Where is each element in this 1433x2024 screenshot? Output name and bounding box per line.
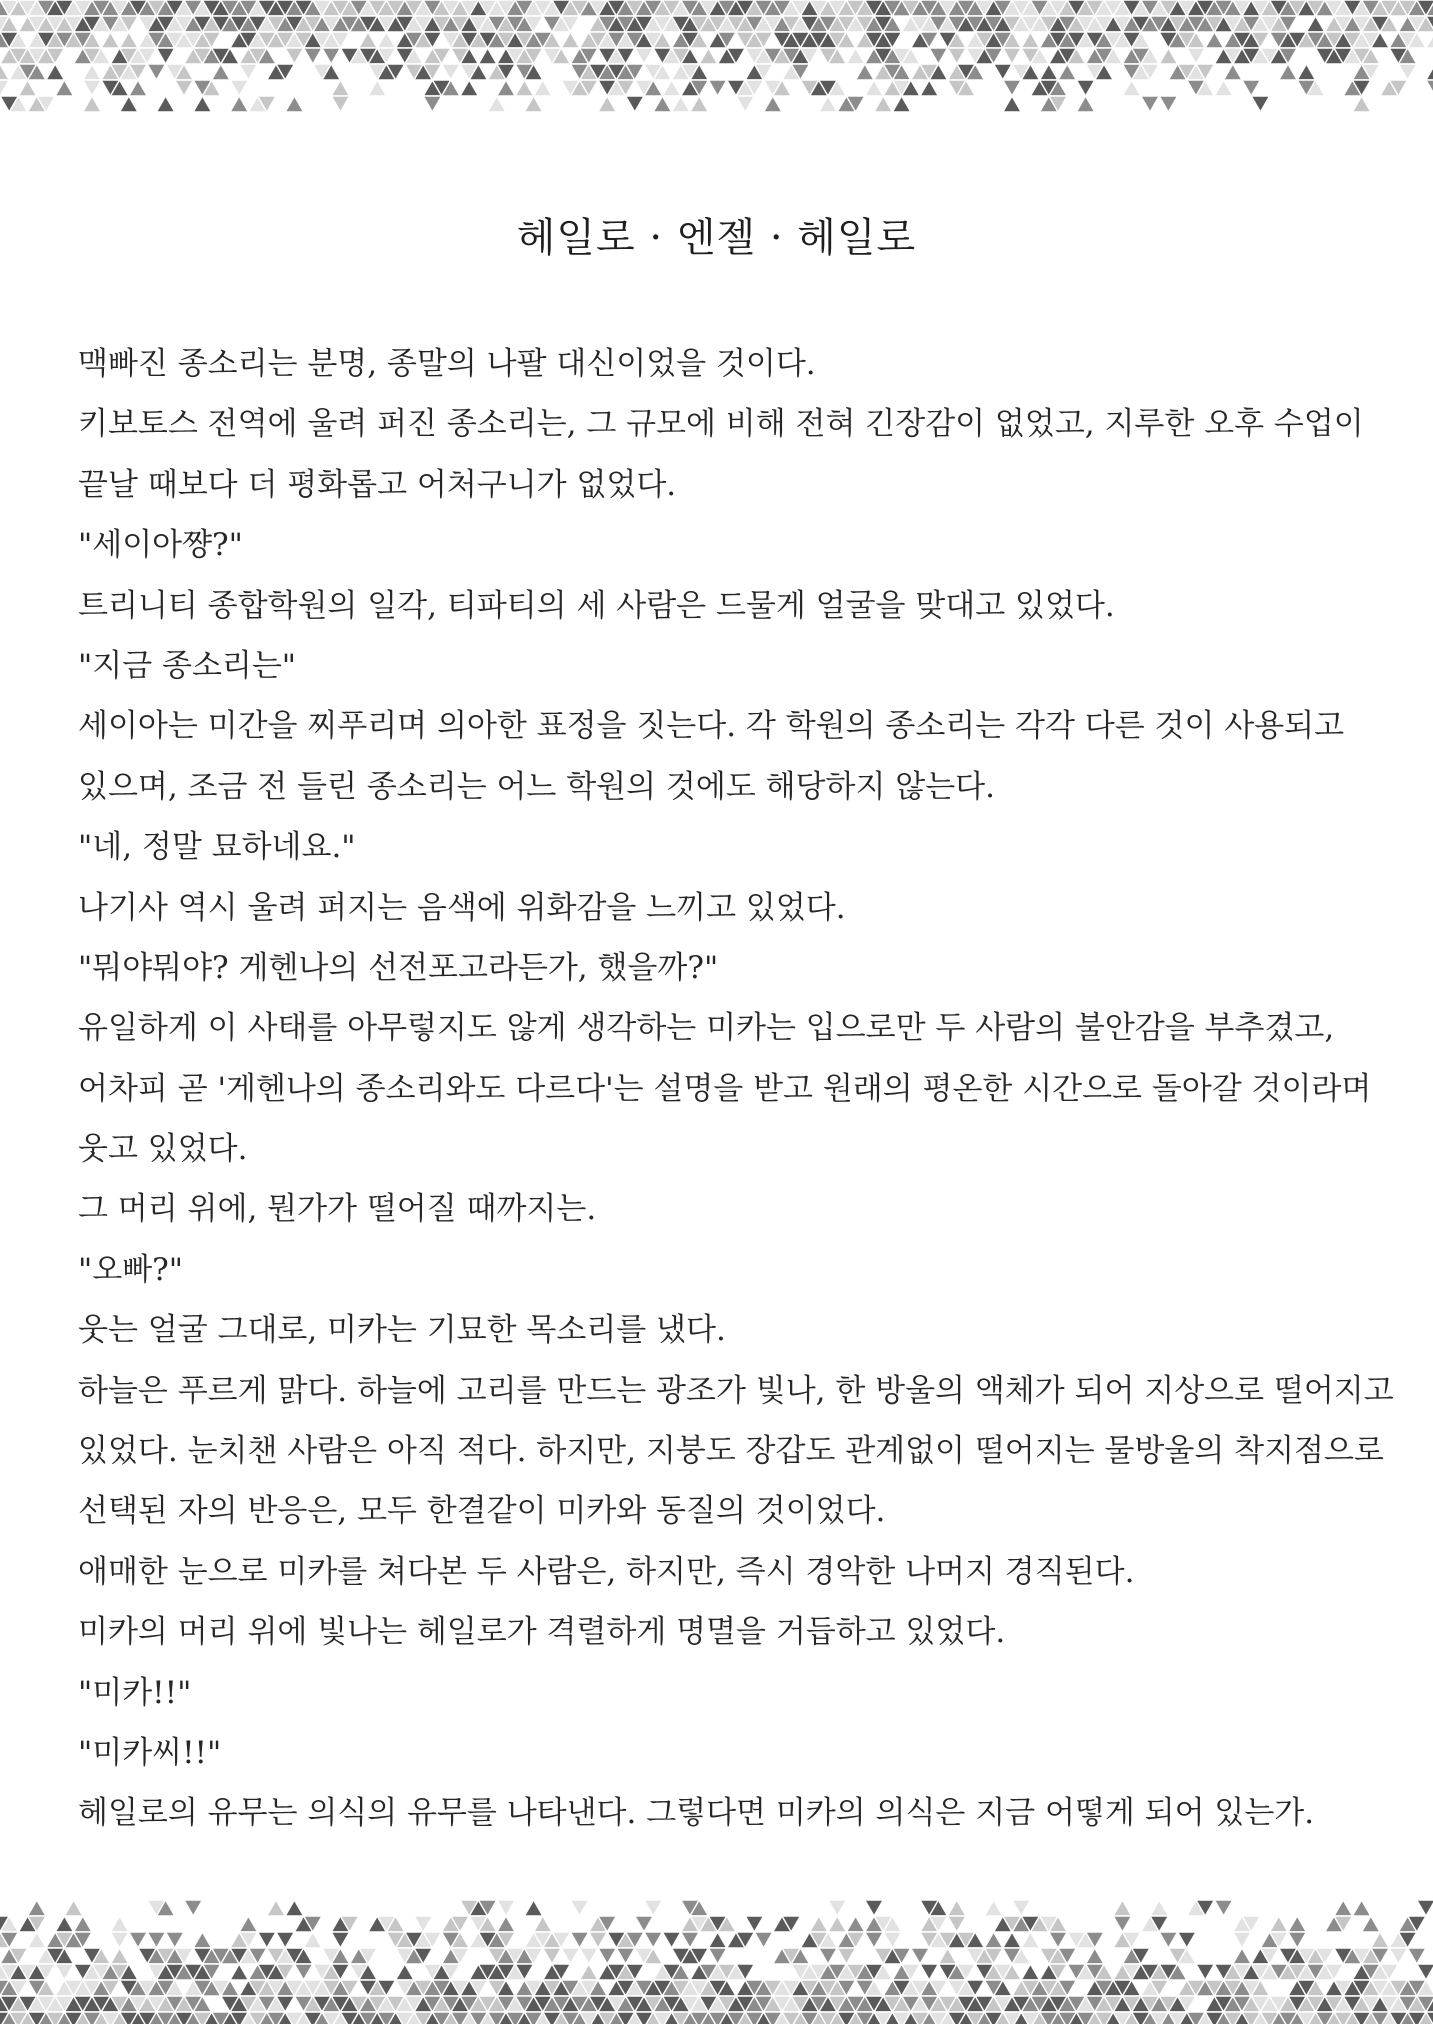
text-line: "네, 정말 묘하네요." (78, 829, 356, 866)
pattern-triangle (1141, 96, 1159, 112)
pattern-triangle (442, 64, 460, 80)
text-line: 어차피 곧 '게헨나의 종소리와도 다르다'는 설명을 받고 원래의 평온한 시간으로 돌아갈 것이라며 (78, 1070, 1372, 1107)
pattern-triangle (83, 80, 101, 96)
pattern-triangle (938, 1948, 956, 1964)
pattern-triangle (184, 1900, 202, 1916)
pattern-triangle (920, 1964, 938, 1980)
pattern-triangle (1371, 1932, 1389, 1948)
pattern-triangle (846, 48, 864, 64)
pattern-triangle (644, 1900, 662, 1916)
pattern-triangle (635, 48, 653, 64)
pattern-triangle (1003, 96, 1021, 112)
page-title: 헤일로 · 엔젤 · 헤일로 (516, 215, 917, 261)
pattern-triangle (230, 96, 248, 112)
pattern-triangle (331, 1932, 349, 1948)
pattern-triangle (764, 96, 782, 112)
text-line: 하늘은 푸르게 맑다. 하늘에 고리를 만드는 광조가 빛나, 한 방울의 액체가 되어 지상으로 떨어지고 (78, 1372, 1394, 1409)
text-line: 유일하게 이 사태를 아무렇지도 않게 생각하는 미카는 입으로만 두 사람의 불안감을 부추겼고, (78, 1010, 1335, 1047)
pattern-triangle (1279, 64, 1297, 80)
pattern-triangle (166, 1932, 184, 1948)
pattern-triangle (681, 1932, 699, 1948)
pattern-triangle (865, 1932, 883, 1948)
pattern-triangle (322, 48, 340, 64)
pattern-triangle (1214, 1900, 1232, 1916)
pattern-triangle (193, 96, 211, 112)
pattern-triangle (1076, 96, 1094, 112)
pattern-triangle (147, 1932, 165, 1948)
text-line: 나기사 역시 울려 퍼지는 음색에 위화감을 느끼고 있었다. (78, 889, 846, 926)
text-line: 그 머리 위에, 뭔가가 떨어질 때까지는. (78, 1191, 597, 1228)
text-line: "지금 종소리는" (78, 647, 297, 684)
pattern-triangle (258, 1932, 276, 1948)
pattern-triangle (285, 96, 303, 112)
pattern-triangle (1408, 1948, 1426, 1964)
pattern-triangle (1233, 1932, 1251, 1948)
pattern-triangle (1417, 1900, 1433, 1916)
pattern-triangle (699, 48, 717, 64)
pattern-triangle (478, 48, 496, 64)
pattern-triangle (819, 96, 837, 112)
pattern-triangle (1187, 48, 1205, 64)
pattern-triangle (929, 48, 947, 64)
pattern-triangle (46, 64, 64, 80)
pattern-triangle (911, 1948, 929, 1964)
pattern-triangle (1417, 1964, 1433, 1980)
pattern-triangle (1352, 1900, 1370, 1916)
pattern-triangle (304, 1932, 322, 1948)
pattern-triangle (64, 1900, 82, 1916)
pattern-triangle (874, 96, 892, 112)
pattern-triangle (690, 96, 708, 112)
pattern-triangle (708, 1932, 726, 1948)
pattern-triangle (1270, 1916, 1288, 1932)
pattern-triangle (1150, 1900, 1168, 1916)
pattern-triangle (83, 96, 101, 112)
pattern-triangle (580, 1964, 598, 1980)
pattern-triangle (110, 1932, 128, 1948)
pattern-triangle (1113, 1916, 1131, 1932)
pattern-triangle (570, 1932, 588, 1948)
pattern-triangle (1178, 1932, 1196, 1948)
pattern-triangle (28, 1932, 46, 1948)
pattern-triangle (892, 96, 910, 112)
pattern-triangle (828, 1900, 846, 1916)
text-line: 미카의 머리 위에 빛나는 헤일로가 격렬하게 명멸을 거듭하고 있었다. (78, 1614, 1006, 1651)
pattern-triangle (1426, 64, 1433, 80)
pattern-triangle (1159, 48, 1177, 64)
pattern-triangle (1196, 1964, 1214, 1980)
pattern-triangle (377, 32, 395, 48)
pattern-triangle (83, 64, 101, 80)
text-line: 트리니티 종합학원의 일각, 티파티의 세 사람은 드물게 얼굴을 맞대고 있었다. (78, 587, 1115, 624)
text-line: "뭐야뭐야? 게헨나의 선전포고라든가, 했을까?" (78, 949, 719, 986)
pattern-triangle (396, 1964, 414, 1980)
pattern-triangle (653, 96, 671, 112)
pattern-triangle (1003, 48, 1021, 64)
pattern-triangle (920, 80, 938, 96)
pattern-triangle (55, 1916, 73, 1932)
pattern-triangle (1159, 96, 1177, 112)
pattern-triangle (1021, 32, 1039, 48)
pattern-triangle (276, 1932, 294, 1948)
pattern-triangle (754, 1932, 772, 1948)
pattern-triangle (239, 1916, 257, 1932)
pattern-triangle (1389, 1948, 1407, 1964)
text-line: 세이아는 미간을 찌푸리며 의아한 표정을 짓는다. 각 학원의 종소리는 각각 다른 것이 사용되고 (78, 708, 1345, 745)
pattern-triangle (414, 1916, 432, 1932)
pattern-triangle (1205, 32, 1223, 48)
pattern-triangle (28, 1900, 46, 1916)
pattern-triangle (156, 96, 174, 112)
pattern-triangle (524, 96, 542, 112)
pattern-triangle (294, 1964, 312, 1980)
pattern-triangle (120, 32, 138, 48)
pattern-triangle (74, 1916, 92, 1932)
pattern-triangle (616, 1948, 634, 1964)
pattern-triangle (230, 1964, 248, 1980)
text-line: 맥빠진 종소리는 분명, 종말의 나팔 대신이었을 것이다. (78, 346, 816, 382)
pattern-triangle (423, 96, 441, 112)
pattern-triangle (1021, 1964, 1039, 1980)
pattern-triangle (1003, 80, 1021, 96)
pattern-triangle (239, 64, 257, 80)
bottom-triangle-pattern (0, 1900, 1433, 2024)
bottom-pattern-graphic (0, 1900, 1433, 2024)
pattern-triangle (856, 64, 874, 80)
pattern-triangle (1362, 1916, 1380, 1932)
pattern-triangle (810, 1916, 828, 1932)
pattern-triangle (1159, 1932, 1177, 1948)
pattern-triangle (18, 80, 36, 96)
text-line: "미카!!" (78, 1674, 192, 1711)
pattern-triangle (1122, 80, 1140, 96)
pattern-triangle (644, 1932, 662, 1948)
pattern-triangle (865, 1900, 883, 1916)
text-line: 웃는 얼굴 그대로, 미카는 기묘한 목소리를 냈다. (78, 1312, 726, 1349)
pattern-triangle (55, 80, 73, 96)
pattern-triangle (984, 1932, 1002, 1948)
pattern-triangle (331, 80, 349, 96)
pattern-triangle (497, 1900, 515, 1916)
pattern-triangle (515, 80, 533, 96)
pattern-triangle (110, 1948, 128, 1964)
pattern-triangle (662, 80, 680, 96)
pattern-triangle (267, 1900, 285, 1916)
pattern-triangle (948, 48, 966, 64)
text-line: 키보토스 전역에 울려 퍼진 종소리는, 그 규모에 비해 전혀 긴장감이 없었고, 지루한 오후 수업이 (78, 406, 1364, 443)
pattern-triangle (331, 96, 349, 112)
pattern-triangle (1021, 1932, 1039, 1948)
pattern-triangle (1224, 64, 1242, 80)
top-triangle-pattern (0, 0, 1433, 120)
pattern-triangle (883, 1932, 901, 1948)
pattern-triangle (948, 1916, 966, 1932)
pattern-triangle (488, 96, 506, 112)
text-line: 있으며, 조금 전 들린 종소리는 어느 학원의 것에도 해당하지 않는다. (78, 768, 995, 805)
pattern-triangle (708, 80, 726, 96)
pattern-triangle (819, 1948, 837, 1964)
pattern-triangle (1297, 64, 1315, 80)
pattern-triangle (497, 80, 515, 96)
pattern-triangle (948, 1900, 966, 1916)
pattern-triangle (1003, 1932, 1021, 1948)
pattern-triangle (1288, 1916, 1306, 1932)
text-line: 선택된 자의 반응은, 모두 한결같이 미카와 동질의 것이었다. (78, 1493, 886, 1530)
pattern-triangle (561, 1948, 579, 1964)
pattern-triangle (1086, 1948, 1104, 1964)
pattern-triangle (524, 1900, 542, 1916)
text-line: "미카씨!!" (78, 1734, 222, 1771)
text-line: "세이아쨩?" (78, 527, 243, 564)
pattern-triangle (994, 64, 1012, 80)
pattern-triangle (1113, 1900, 1131, 1916)
pattern-triangle (285, 1900, 303, 1916)
pattern-triangle (129, 80, 147, 96)
pattern-triangle (626, 96, 644, 112)
pattern-triangle (543, 1948, 561, 1964)
pattern-triangle (1012, 1900, 1030, 1916)
pattern-triangle (1288, 1932, 1306, 1948)
pattern-triangle (598, 1948, 616, 1964)
pattern-triangle (672, 96, 690, 112)
pattern-triangle (1352, 96, 1370, 112)
pattern-triangle (745, 1916, 763, 1932)
pattern-triangle (736, 96, 754, 112)
pattern-triangle (1040, 64, 1058, 80)
pattern-triangle (984, 1900, 1002, 1916)
pattern-triangle (368, 80, 386, 96)
pattern-triangle (497, 1916, 515, 1932)
pattern-triangle (285, 48, 303, 64)
pattern-triangle (1049, 1932, 1067, 1948)
pattern-triangle (110, 1916, 128, 1932)
pattern-triangle (101, 32, 119, 48)
pattern-triangle (534, 1916, 552, 1932)
pattern-triangle (1233, 1948, 1251, 1964)
pattern-triangle (1251, 96, 1269, 112)
pattern-triangle (589, 1932, 607, 1948)
pattern-triangle (662, 1932, 680, 1948)
pattern-triangle (1426, 80, 1433, 96)
pattern-triangle (129, 1932, 147, 1948)
pattern-triangle (828, 1916, 846, 1932)
pattern-triangle (534, 80, 552, 96)
pattern-triangle (846, 1916, 864, 1932)
text-line: 끝날 때보다 더 평화롭고 어처구니가 없었다. (78, 466, 677, 503)
pattern-triangle (55, 1964, 73, 1980)
pattern-triangle (1426, 32, 1433, 48)
pattern-triangle (304, 48, 322, 64)
text-line: 웃고 있었다. (78, 1131, 248, 1168)
pattern-triangle (580, 1948, 598, 1964)
pattern-triangle (156, 48, 174, 64)
text-line: "오빠?" (78, 1251, 184, 1288)
pattern-triangle (0, 64, 9, 80)
pattern-triangle (1076, 80, 1094, 96)
pattern-triangle (1058, 64, 1076, 80)
pattern-triangle (1242, 80, 1260, 96)
text-line: 헤일로의 유무는 의식의 유무를 나타낸다. 그렇다면 미카의 의식은 지금 어떻게 되어 있는가. (78, 1795, 1315, 1832)
pattern-triangle (635, 1916, 653, 1932)
pattern-triangle (460, 80, 478, 96)
pattern-triangle (359, 32, 377, 48)
pattern-triangle (0, 80, 9, 96)
pattern-triangle (865, 80, 883, 96)
text-line: 있었다. 눈치챈 사람은 아직 적다. 하지만, 지붕도 장갑도 관계없이 떨어지는 물방울의 착지점으로 (78, 1433, 1384, 1470)
pattern-triangle (120, 96, 138, 112)
pattern-triangle (1398, 64, 1416, 80)
top-pattern-graphic (0, 0, 1433, 120)
pattern-triangle (193, 1932, 211, 1948)
pattern-triangle (837, 1948, 855, 1964)
pattern-triangle (1306, 16, 1324, 32)
pattern-triangle (598, 96, 616, 112)
pattern-triangle (708, 1948, 726, 1964)
pattern-triangle (561, 32, 579, 48)
pattern-triangle (212, 64, 230, 80)
story-body (78, 334, 1394, 1844)
pattern-triangle (147, 64, 165, 80)
pattern-triangle (175, 80, 193, 96)
text-line: 애매한 눈으로 미카를 쳐다본 두 사람은, 하지만, 즉시 경악한 나머지 경직된다. (78, 1553, 1135, 1590)
pattern-triangle (230, 80, 248, 96)
pattern-triangle (1214, 80, 1232, 96)
pattern-triangle (570, 1900, 588, 1916)
pattern-triangle (1334, 1900, 1352, 1916)
